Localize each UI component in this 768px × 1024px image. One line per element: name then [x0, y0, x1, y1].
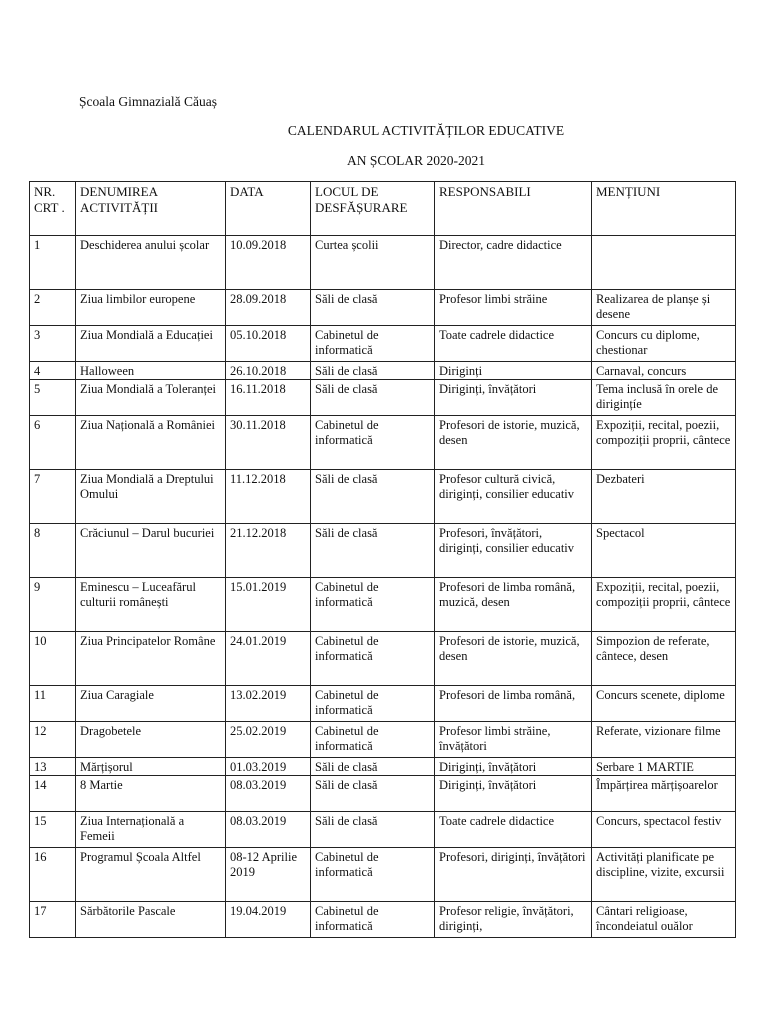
cell-location: Cabinetul de informatică — [311, 848, 435, 902]
cell-date: 11.12.2018 — [226, 470, 311, 524]
table-row — [30, 776, 736, 812]
cell-date: 15.01.2019 — [226, 578, 311, 632]
cell-notes: Serbare 1 MARTIE — [592, 758, 736, 776]
activities-table — [29, 181, 736, 938]
cell-nr: 1 — [30, 236, 76, 290]
cell-notes: Expoziții, recital, poezii, compoziții proprii, cântece — [592, 578, 736, 632]
table-row — [30, 380, 736, 416]
cell-location: Săli de clasă — [311, 758, 435, 776]
cell-location: Săli de clasă — [311, 524, 435, 578]
cell-date: 16.11.2018 — [226, 380, 311, 416]
cell-nr: 2 — [30, 290, 76, 326]
column-header-notes: MENȚIUNI — [592, 182, 736, 236]
cell-location: Curtea școlii — [311, 236, 435, 290]
cell-activity: Eminescu – Luceafărul culturii românești — [76, 578, 226, 632]
cell-activity: Deschiderea anului școlar — [76, 236, 226, 290]
cell-responsible: Profesori de limba română, muzică, desen — [435, 578, 592, 632]
cell-notes: Dezbateri — [592, 470, 736, 524]
table-row — [30, 236, 736, 290]
cell-location: Cabinetul de informatică — [311, 632, 435, 686]
cell-nr: 3 — [30, 326, 76, 362]
table-row — [30, 722, 736, 758]
table-row — [30, 578, 736, 632]
cell-nr: 4 — [30, 362, 76, 380]
cell-responsible: Profesori, învățători, diriginți, consilier educativ — [435, 524, 592, 578]
cell-nr: 12 — [30, 722, 76, 758]
cell-date: 21.12.2018 — [226, 524, 311, 578]
cell-responsible: Toate cadrele didactice — [435, 812, 592, 848]
cell-activity: Ziua Mondială a Toleranței — [76, 380, 226, 416]
cell-location: Săli de clasă — [311, 776, 435, 812]
cell-activity: Crăciunul – Darul bucuriei — [76, 524, 226, 578]
cell-activity: Ziua Caragiale — [76, 686, 226, 722]
table-row — [30, 416, 736, 470]
cell-activity: Dragobetele — [76, 722, 226, 758]
cell-responsible: Profesori de limba română, — [435, 686, 592, 722]
cell-date: 13.02.2019 — [226, 686, 311, 722]
column-header-location: LOCUL DE DESFĂȘURARE — [311, 182, 435, 236]
cell-activity: Ziua Mondială a Dreptului Omului — [76, 470, 226, 524]
cell-responsible: Diriginți, învățători — [435, 758, 592, 776]
cell-notes: Concurs cu diplome, chestionar — [592, 326, 736, 362]
cell-location: Cabinetul de informatică — [311, 686, 435, 722]
cell-activity: Ziua Principatelor Române — [76, 632, 226, 686]
cell-nr: 13 — [30, 758, 76, 776]
cell-activity: Sărbătorile Pascale — [76, 902, 226, 938]
cell-notes: Cântari religioase, încondeiatul ouălor — [592, 902, 736, 938]
cell-date: 05.10.2018 — [226, 326, 311, 362]
cell-nr: 11 — [30, 686, 76, 722]
cell-activity: Mărțișorul — [76, 758, 226, 776]
cell-location: Săli de clasă — [311, 290, 435, 326]
cell-responsible: Profesor limbi străine — [435, 290, 592, 326]
school-name: Școala Gimnazială Căuaș — [79, 94, 217, 109]
table-row — [30, 362, 736, 380]
cell-nr: 7 — [30, 470, 76, 524]
cell-activity: Ziua limbilor europene — [76, 290, 226, 326]
column-header-date: DATA — [226, 182, 311, 236]
table-row — [30, 902, 736, 938]
cell-responsible: Profesor cultură civică, diriginți, consilier educativ — [435, 470, 592, 524]
cell-nr: 16 — [30, 848, 76, 902]
document-title: CALENDARUL ACTIVITĂȚILOR EDUCATIVE — [287, 123, 565, 138]
cell-notes: Activități planificate pe discipline, vizite, excursii — [592, 848, 736, 902]
cell-notes: Carnaval, concurs — [592, 362, 736, 380]
cell-nr: 9 — [30, 578, 76, 632]
cell-notes: Concurs, spectacol festiv — [592, 812, 736, 848]
table-row — [30, 848, 736, 902]
cell-nr: 17 — [30, 902, 76, 938]
column-header-responsible: RESPONSABILI — [435, 182, 592, 236]
cell-responsible: Profesori de istorie, muzică, desen — [435, 632, 592, 686]
cell-date: 08-12 Aprilie 2019 — [226, 848, 311, 902]
cell-responsible: Diriginți — [435, 362, 592, 380]
cell-location: Cabinetul de informatică — [311, 326, 435, 362]
table-header-row — [30, 182, 736, 236]
cell-nr: 15 — [30, 812, 76, 848]
cell-date: 28.09.2018 — [226, 290, 311, 326]
table-row — [30, 290, 736, 326]
table-row — [30, 758, 736, 776]
cell-date: 01.03.2019 — [226, 758, 311, 776]
cell-date: 25.02.2019 — [226, 722, 311, 758]
cell-nr: 6 — [30, 416, 76, 470]
column-header-nr: NR. CRT . — [30, 182, 76, 236]
cell-location: Săli de clasă — [311, 380, 435, 416]
cell-notes — [592, 236, 736, 290]
cell-nr: 5 — [30, 380, 76, 416]
cell-date: 26.10.2018 — [226, 362, 311, 380]
column-header-activity: DENUMIREA ACTIVITĂȚII — [76, 182, 226, 236]
cell-responsible: Diriginți, învățători — [435, 380, 592, 416]
cell-activity: Halloween — [76, 362, 226, 380]
cell-responsible: Profesori de istorie, muzică, desen — [435, 416, 592, 470]
cell-notes: Tema inclusă în orele de dirigințíe — [592, 380, 736, 416]
cell-location: Săli de clasă — [311, 470, 435, 524]
table-body — [30, 236, 736, 938]
cell-nr: 10 — [30, 632, 76, 686]
cell-date: 10.09.2018 — [226, 236, 311, 290]
cell-location: Săli de clasă — [311, 362, 435, 380]
cell-responsible: Profesor religie, învățători, diriginți, — [435, 902, 592, 938]
cell-activity: Ziua Mondială a Educației — [76, 326, 226, 362]
cell-date: 24.01.2019 — [226, 632, 311, 686]
cell-date: 08.03.2019 — [226, 812, 311, 848]
cell-activity: Programul Școala Altfel — [76, 848, 226, 902]
cell-location: Cabinetul de informatică — [311, 722, 435, 758]
cell-activity: Ziua Internațională a Femeii — [76, 812, 226, 848]
cell-notes: Spectacol — [592, 524, 736, 578]
cell-notes: Realizarea de planșe și desene — [592, 290, 736, 326]
cell-notes: Referate, vizionare filme — [592, 722, 736, 758]
table-row — [30, 632, 736, 686]
cell-responsible: Diriginți, învățători — [435, 776, 592, 812]
table-row — [30, 524, 736, 578]
cell-activity: 8 Martie — [76, 776, 226, 812]
table-row — [30, 326, 736, 362]
table-row — [30, 470, 736, 524]
cell-responsible: Director, cadre didactice — [435, 236, 592, 290]
cell-responsible: Profesori, diriginți, învățători — [435, 848, 592, 902]
cell-notes: Concurs scenete, diplome — [592, 686, 736, 722]
cell-activity: Ziua Națională a României — [76, 416, 226, 470]
cell-notes: Împărțirea mărțișoarelor — [592, 776, 736, 812]
cell-nr: 8 — [30, 524, 76, 578]
cell-location: Cabinetul de informatică — [311, 416, 435, 470]
cell-location: Cabinetul de informatică — [311, 902, 435, 938]
school-year: AN ȘCOLAR 2020-2021 — [346, 153, 485, 168]
cell-date: 08.03.2019 — [226, 776, 311, 812]
cell-responsible: Toate cadrele didactice — [435, 326, 592, 362]
cell-responsible: Profesor limbi străine, învățători — [435, 722, 592, 758]
cell-location: Cabinetul de informatică — [311, 578, 435, 632]
cell-date: 30.11.2018 — [226, 416, 311, 470]
cell-location: Săli de clasă — [311, 812, 435, 848]
cell-notes: Expoziții, recital, poezii, compoziții proprii, cântece — [592, 416, 736, 470]
table-row — [30, 686, 736, 722]
cell-date: 19.04.2019 — [226, 902, 311, 938]
cell-notes: Simpozion de referate, cântece, desen — [592, 632, 736, 686]
cell-nr: 14 — [30, 776, 76, 812]
table-row — [30, 812, 736, 848]
